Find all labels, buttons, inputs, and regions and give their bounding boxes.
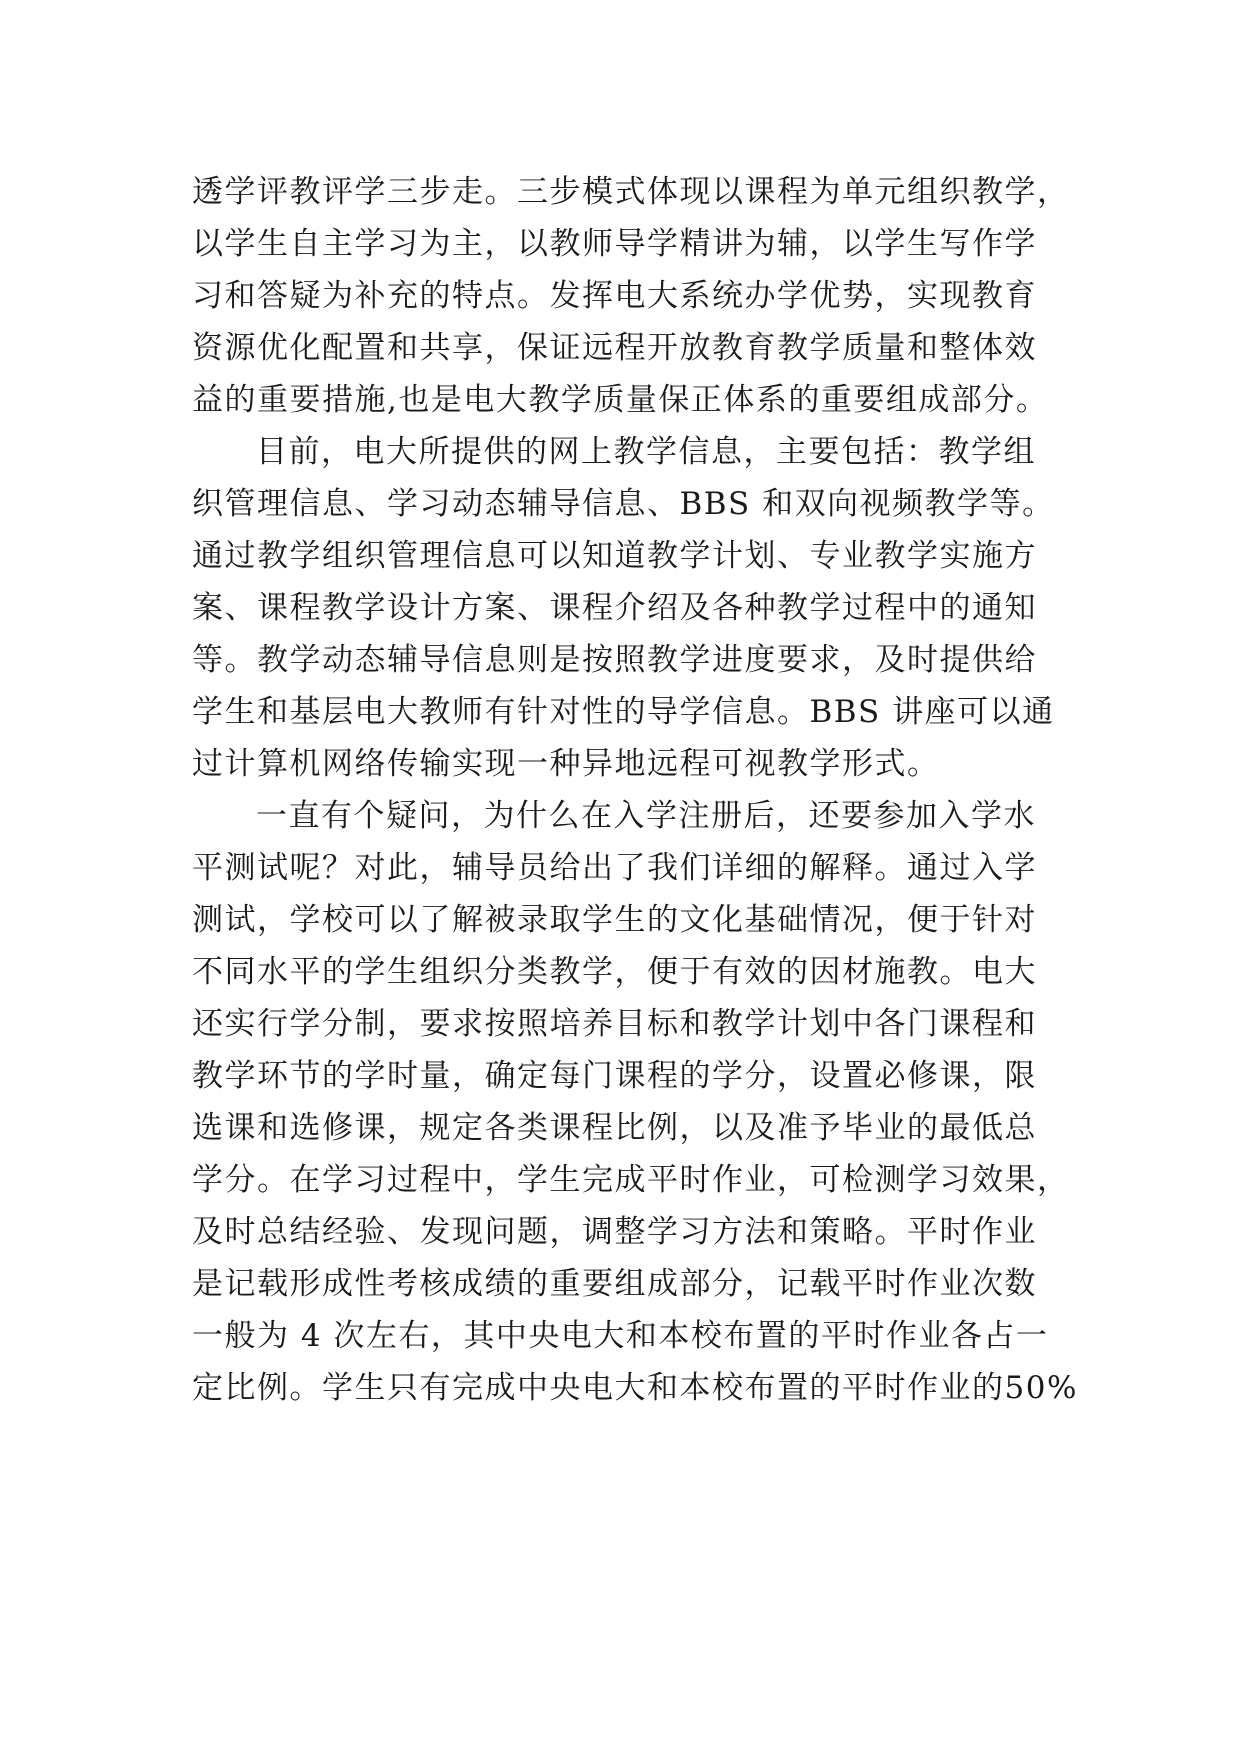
text-line: 定比例。学生只有完成中央电大和本校布置的平时作业的50% bbox=[192, 1370, 1078, 1406]
text-line: 目前，电大所提供的网上教学信息，主要包括：教学组 bbox=[256, 434, 1036, 470]
text-line: 一般为 4 次左右，其中央电大和本校布置的平时作业各占一 bbox=[192, 1318, 1049, 1354]
text-line: 学生和基层电大教师有针对性的导学信息。BBS 讲座可以通 bbox=[192, 694, 1055, 730]
text-line: 资源优化配置和共享，保证远程开放教育教学质量和整体效 bbox=[192, 330, 1037, 366]
body-text bbox=[192, 166, 1078, 1414]
text-line: 习和答疑为补充的特点。发挥电大系统办学优势，实现教育 bbox=[192, 278, 1037, 314]
text-line: 不同水平的学生组织分类教学，便于有效的因材施教。电大 bbox=[192, 954, 1037, 990]
text-line: 是记载形成性考核成绩的重要组成部分，记载平时作业次数 bbox=[192, 1266, 1037, 1302]
text-line: 及时总结经验、发现问题，调整学习方法和策略。平时作业 bbox=[192, 1214, 1037, 1250]
text-line: 选课和选修课，规定各类课程比例，以及准予毕业的最低总 bbox=[192, 1110, 1037, 1146]
text-line: 织管理信息、学习动态辅导信息、BBS 和双向视频教学等。 bbox=[192, 486, 1055, 522]
text-line: 案、课程教学设计方案、课程介绍及各种教学过程中的通知 bbox=[192, 590, 1037, 626]
text-line: 还实行学分制，要求按照培养目标和教学计划中各门课程和 bbox=[192, 1006, 1037, 1042]
text-line: 一直有个疑问，为什么在入学注册后，还要参加入学水 bbox=[256, 798, 1036, 834]
text-line: 平测试呢？对此，辅导员给出了我们详细的解释。通过入学 bbox=[192, 850, 1037, 886]
text-line: 透学评教评学三步走。三步模式体现以课程为单元组织教学， bbox=[192, 174, 1070, 210]
text-line: 过计算机网络传输实现一种异地远程可视教学形式。 bbox=[192, 746, 940, 782]
text-line: 通过教学组织管理信息可以知道教学计划、专业教学实施方 bbox=[192, 538, 1037, 574]
text-line: 测试，学校可以了解被录取学生的文化基础情况，便于针对 bbox=[192, 902, 1037, 938]
text-line: 等。教学动态辅导信息则是按照教学进度要求，及时提供给 bbox=[192, 642, 1037, 678]
text-line: 教学环节的学时量，确定每门课程的学分，设置必修课，限 bbox=[192, 1058, 1037, 1094]
text-line: 学分。在学习过程中，学生完成平时作业，可检测学习效果， bbox=[192, 1162, 1070, 1198]
text-line: 以学生自主学习为主，以教师导学精讲为辅，以学生写作学 bbox=[192, 226, 1037, 262]
text-line: 益的重要措施,也是电大教学质量保正体系的重要组成部分。 bbox=[192, 382, 1049, 418]
